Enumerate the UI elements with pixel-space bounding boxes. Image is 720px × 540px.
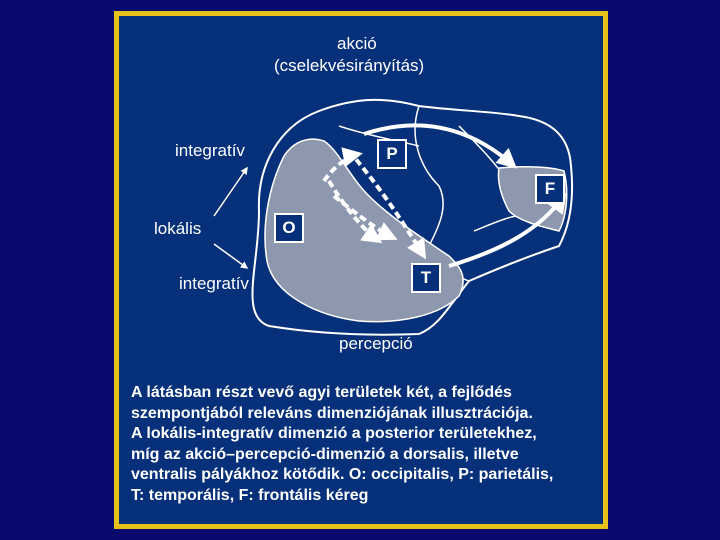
caption-line: míg az akció–percepció-dimenzió a dorsalis, illetve [131, 445, 519, 463]
perception-label: percepció [339, 334, 413, 353]
region-box-F: F [535, 174, 565, 204]
integrativ-bottom-arrow [214, 244, 247, 268]
caption-line: T: temporális, F: frontális kéreg [131, 486, 369, 504]
region-box-T: T [411, 263, 441, 293]
action-label: akció [337, 34, 377, 53]
lokalis-label: lokális [154, 219, 202, 238]
caption-line: ventralis pályákhoz kötődik. O: occipitalis, P: parietális, [131, 466, 554, 483]
integrativ-top-arrow [214, 168, 247, 216]
caption-line: szempontjából releváns dimenziójának illusztrációja. [131, 404, 533, 422]
slide-frame [114, 11, 608, 529]
region-box-P: P [377, 139, 407, 169]
integrativ-bottom-label: integratív [179, 274, 249, 293]
integrativ-top-label: integratív [175, 141, 245, 160]
caption-line: A látásban részt vevő agyi területek két, a fejlődés [131, 384, 512, 401]
caption [131, 383, 599, 506]
region-box-O: O [274, 213, 304, 243]
caption-line: A lokális-integratív dimenzió a posterior területekhez, [131, 425, 537, 442]
action-sublabel: (cselekvésirányítás) [274, 56, 425, 75]
